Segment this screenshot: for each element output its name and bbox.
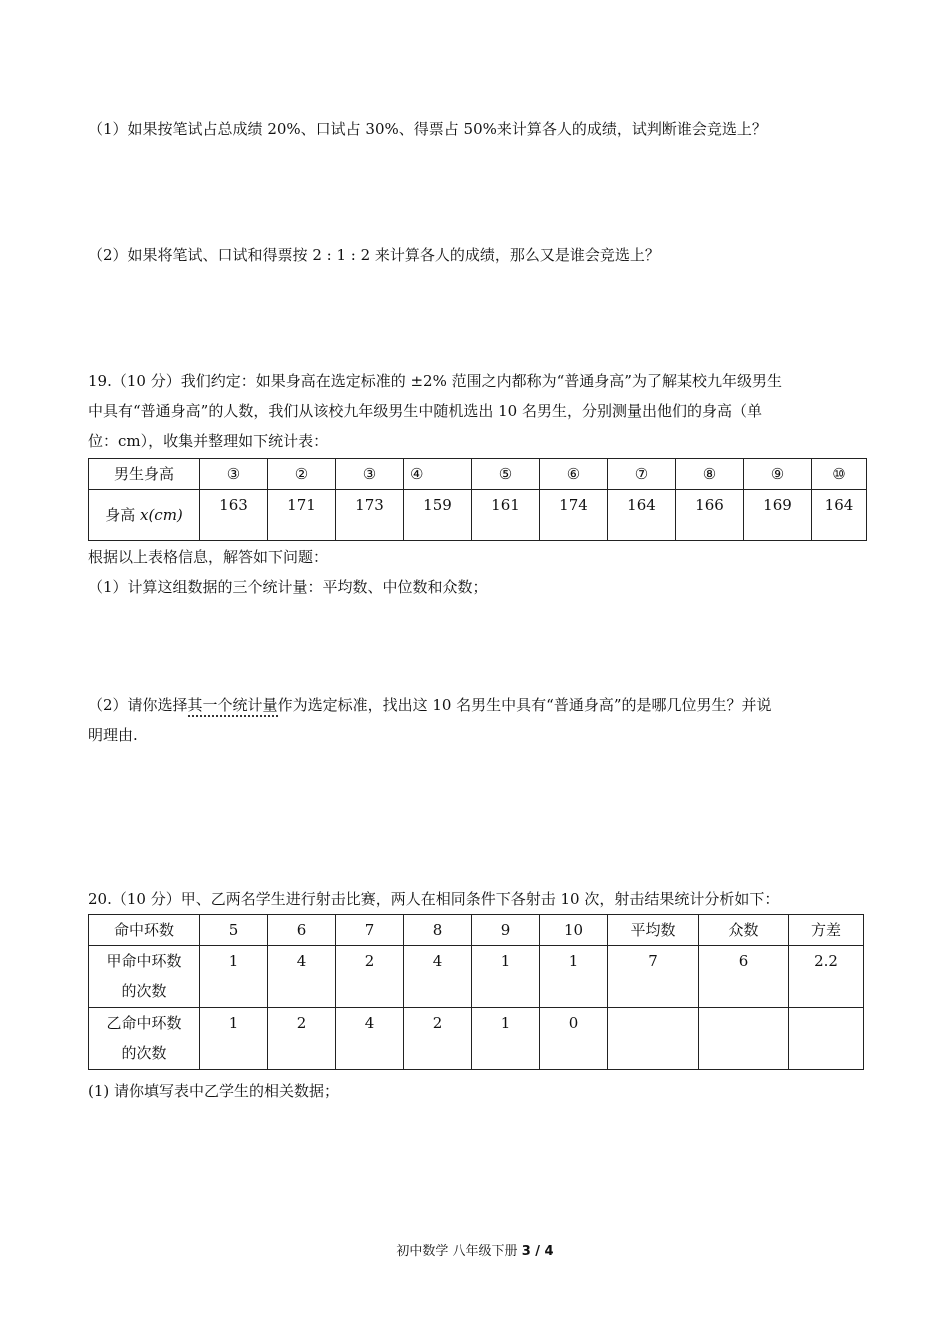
yi-value-cell: 4 bbox=[336, 1008, 404, 1070]
jia-variance-cell: 2.2 bbox=[789, 946, 864, 1008]
header-cell: 6 bbox=[268, 915, 336, 946]
q18-part2: （2）如果将笔试、口试和得票按 2 : 1 : 2 来计算各人的成绩，那么又是谁会竞选上？ bbox=[88, 246, 660, 264]
header-cell: 命中环数 bbox=[89, 915, 200, 946]
jia-mode-cell: 6 bbox=[699, 946, 789, 1008]
page-footer bbox=[0, 1240, 950, 1259]
q19-part2-emphasis: 其一个统计量 bbox=[188, 696, 278, 717]
yi-value-cell: 1 bbox=[200, 1008, 268, 1070]
q19-intro-line3: 位：cm），收集并整理如下统计表： bbox=[88, 432, 329, 450]
row-label-yi-line2: 的次数 bbox=[121, 1044, 167, 1062]
header-cell: 方差 bbox=[789, 915, 864, 946]
header-cell: 众数 bbox=[699, 915, 789, 946]
row-label-jia-line1: 甲命中环数 bbox=[106, 952, 182, 970]
boy-index-cell: ⑦ bbox=[608, 459, 676, 490]
q20-intro: 20.（10 分）甲、乙两名学生进行射击比赛，两人在相同条件下各射击 10 次，射击结果统计分析如下： bbox=[88, 890, 780, 908]
yi-value-cell: 0 bbox=[540, 1008, 608, 1070]
boy-index-cell: ⑨ bbox=[744, 459, 812, 490]
header-cell: 9 bbox=[472, 915, 540, 946]
header-cell: 平均数 bbox=[608, 915, 699, 946]
row-label-jia bbox=[89, 946, 200, 1008]
height-value-cell: 166 bbox=[676, 490, 744, 541]
height-value-cell: 169 bbox=[744, 490, 812, 541]
header-cell: 8 bbox=[404, 915, 472, 946]
height-value-cell: 161 bbox=[472, 490, 540, 541]
q19-part1: （1）计算这组数据的三个统计量：平均数、中位数和众数； bbox=[88, 578, 488, 596]
height-value-cell: 171 bbox=[268, 490, 336, 541]
boy-index-cell: ④ bbox=[404, 459, 472, 490]
header-cell: 7 bbox=[336, 915, 404, 946]
yi-value-cell: 2 bbox=[404, 1008, 472, 1070]
jia-value-cell: 4 bbox=[404, 946, 472, 1008]
height-value-cell: 164 bbox=[608, 490, 676, 541]
height-label-prefix: 身高 bbox=[105, 506, 140, 524]
footer-text: 初中数学 八年级下册 bbox=[396, 1244, 522, 1259]
height-label-unit: (cm) bbox=[148, 506, 183, 524]
yi-value-cell: 1 bbox=[472, 1008, 540, 1070]
q19-part2-line2: 明理由. bbox=[88, 726, 138, 744]
height-label-var: x bbox=[139, 506, 149, 524]
q19-part2 bbox=[88, 690, 868, 720]
page-number: 3 / 4 bbox=[521, 1244, 554, 1259]
height-value-cell: 164 bbox=[812, 490, 867, 541]
jia-value-cell: 1 bbox=[540, 946, 608, 1008]
yi-mode-cell bbox=[699, 1008, 789, 1070]
height-value-cell: 174 bbox=[540, 490, 608, 541]
height-value-cell: 159 bbox=[404, 490, 472, 541]
jia-value-cell: 1 bbox=[472, 946, 540, 1008]
jia-value-cell: 4 bbox=[268, 946, 336, 1008]
q19-intro-line1: 19.（10 分）我们约定：如果身高在选定标准的 ±2% 范围之内都称为“普通身高”为了解某校九年级男生 bbox=[88, 372, 782, 390]
jia-mean-cell: 7 bbox=[608, 946, 699, 1008]
boy-index-cell: ③ bbox=[200, 459, 268, 490]
boy-index-cell: ⑩ bbox=[812, 459, 867, 490]
q19-after-table: 根据以上表格信息，解答如下问题： bbox=[88, 548, 329, 566]
boy-index-cell: ⑤ bbox=[472, 459, 540, 490]
height-table bbox=[88, 458, 867, 541]
boy-index-cell: ③ bbox=[336, 459, 404, 490]
row-label-jia-line2: 的次数 bbox=[121, 982, 167, 1000]
row-header-height-x bbox=[89, 490, 200, 541]
shooting-table bbox=[88, 914, 864, 1070]
q19-part2-post: 作为选定标准，找出这 10 名男生中具有“普通身高”的是哪几位男生？并说 bbox=[277, 696, 772, 714]
q20-part1: (1) 请你填写表中乙学生的相关数据； bbox=[88, 1082, 340, 1100]
boy-index-cell: ② bbox=[268, 459, 336, 490]
header-cell: 5 bbox=[200, 915, 268, 946]
jia-value-cell: 2 bbox=[336, 946, 404, 1008]
jia-value-cell: 1 bbox=[200, 946, 268, 1008]
height-value-cell: 163 bbox=[200, 490, 268, 541]
boy-index-cell: ⑧ bbox=[676, 459, 744, 490]
yi-variance-cell bbox=[789, 1008, 864, 1070]
q19-intro-line2: 中具有“普通身高”的人数，我们从该校九年级男生中随机选出 10 名男生，分别测量出他们的身高（单 bbox=[88, 402, 762, 420]
row-label-yi-line1: 乙命中环数 bbox=[106, 1014, 182, 1032]
boy-index-cell: ⑥ bbox=[540, 459, 608, 490]
yi-value-cell: 2 bbox=[268, 1008, 336, 1070]
row-label-yi bbox=[89, 1008, 200, 1070]
header-cell: 10 bbox=[540, 915, 608, 946]
yi-mean-cell bbox=[608, 1008, 699, 1070]
height-value-cell: 173 bbox=[336, 490, 404, 541]
q18-part1: （1）如果按笔试占总成绩 20%、口试占 30%、得票占 50%来计算各人的成绩，试判断谁会竞选上？ bbox=[88, 120, 767, 138]
row-header-boy-height: 男生身高 bbox=[89, 459, 200, 490]
q19-part2-pre: （2）请你选择 bbox=[88, 696, 188, 714]
